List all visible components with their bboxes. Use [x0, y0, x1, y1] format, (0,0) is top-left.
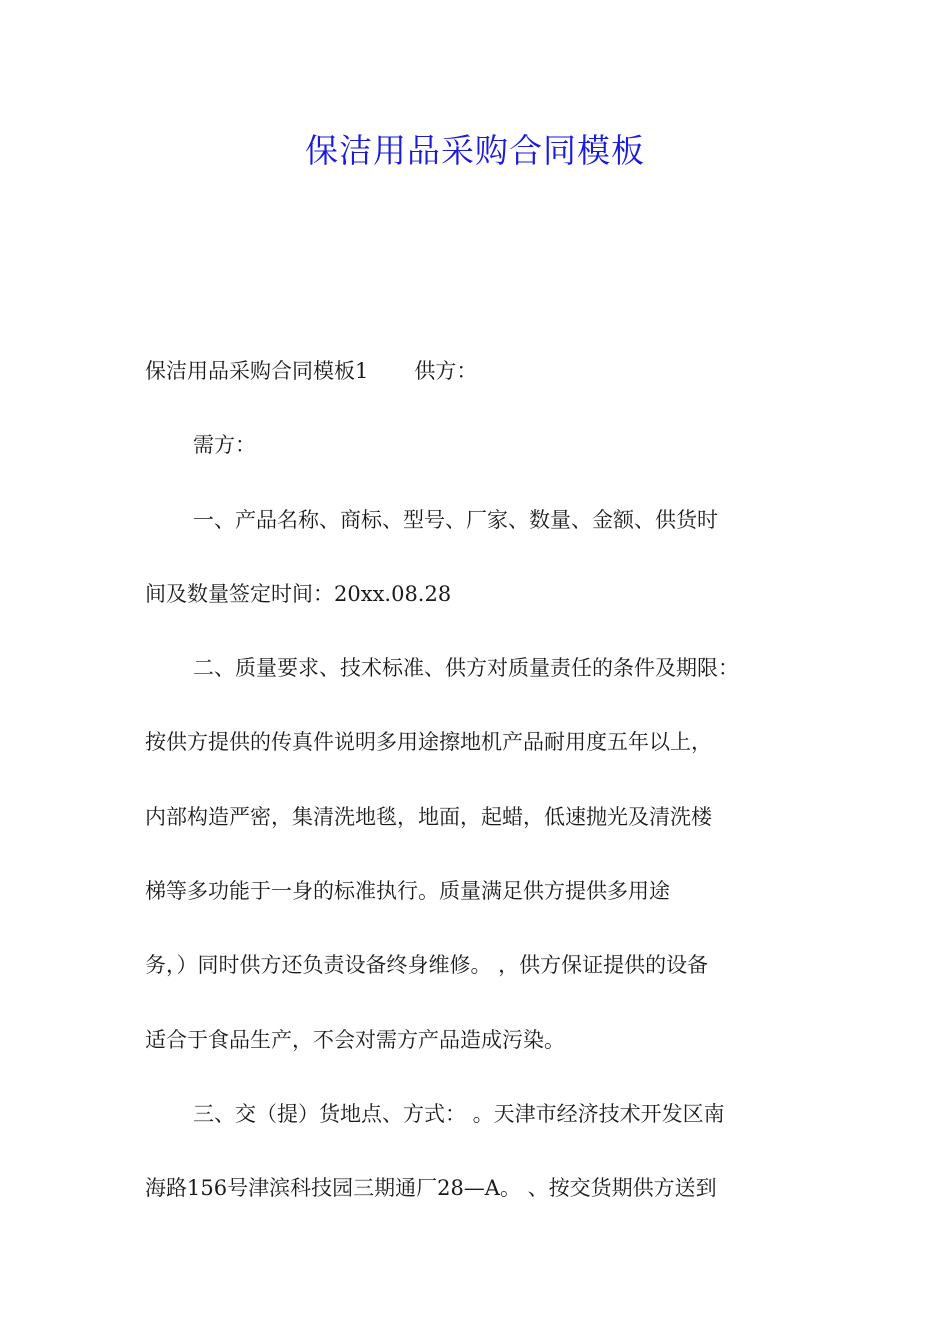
- section2-line4: 梯等多功能于一身的标准执行。质量满足供方提供多用途: [145, 879, 670, 904]
- contract-name: 保洁用品采购合同模板1: [145, 359, 369, 383]
- section2-line5: 务，）同时供方还负责设备终身维修。 ，供方保证提供的设备: [145, 953, 709, 978]
- section1-line2: 间及数量签定时间：20xx.08.28: [145, 581, 452, 606]
- document-body: [145, 334, 807, 1226]
- section2-line3: 内部构造严密，集清洗地毯，地面，起蜡，低速抛光及清洗楼: [145, 804, 712, 829]
- section3-line1: 三、交（提）货地点、方式： 。天津市经济技术开发区南: [193, 1101, 725, 1126]
- document-title: 保洁用品采购合同模板: [305, 131, 645, 170]
- contract-heading-line: [145, 334, 807, 408]
- section3-line2: 海路156号津滨科技园三期通厂28—A。 、按交货期供方送到: [145, 1176, 717, 1201]
- section2-line1: 二、质量要求、技术标准、供方对质量责任的条件及期限：: [193, 656, 739, 681]
- buyer-label: 需方：: [193, 433, 256, 458]
- section2-line2: 按供方提供的传真件说明多用途擦地机产品耐用度五年以上，: [145, 730, 712, 755]
- supplier-label: 供方：: [414, 359, 478, 383]
- section2-line6: 适合于食品生产，不会对需方产品造成污染。: [145, 1027, 565, 1052]
- section1-line1: 一、产品名称、商标、型号、厂家、数量、金额、供货时: [193, 507, 718, 532]
